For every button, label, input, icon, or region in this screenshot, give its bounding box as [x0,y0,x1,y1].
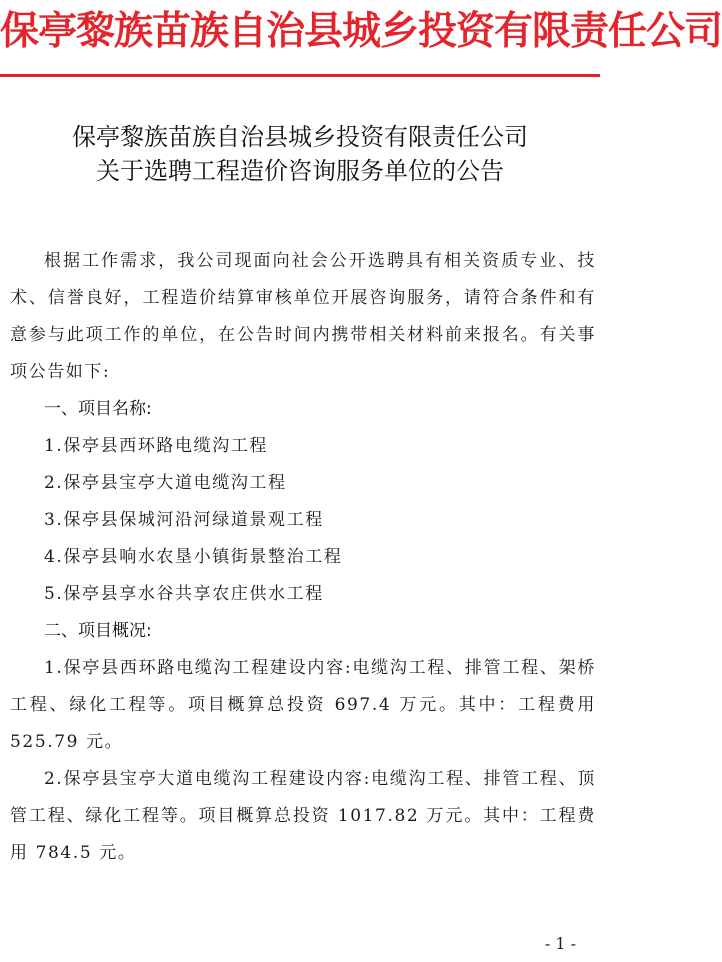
project-name-item: 5.保亭县享水谷共享农庄供水工程 [44,584,324,604]
intro-paragraph: 根据工作需求，我公司现面向社会公开选聘具有相关资质专业、技术、信誉良好，工程造价结算审核单位开展咨询服务，请符合条件和有意参与此项工作的单位，在公告时间内携带相关材料前来报名。有关事项公告如下: [10,251,596,382]
letterhead-red-rule [0,74,600,77]
project-name-item: 2.保亭县宝亭大道电缆沟工程 [44,473,287,493]
section-2-heading: 二、项目概况: [44,621,152,641]
section-1-heading: 一、项目名称: [44,399,152,419]
document-body [10,243,596,872]
project-overview-paragraph: 2.保亭县宝亭大道电缆沟工程建设内容:电缆沟工程、排管工程、顶管工程、绿化工程等。项目概算总投资 1017.82 万元。其中：工程费用 784.5 元。 [10,769,596,863]
project-overview-paragraph: 1.保亭县西环路电缆沟工程建设内容:电缆沟工程、排管工程、架桥工程、绿化工程等。项目概算总投资 697.4 万元。其中：工程费用 525.79 元。 [10,658,596,752]
page-number: - 1 - [544,934,576,953]
project-name-item: 1.保亭县西环路电缆沟工程 [44,436,269,456]
document-title-line-2: 关于选聘工程造价咨询服务单位的公告 [96,157,504,185]
project-name-item: 4.保亭县响水农垦小镇街景整治工程 [44,547,343,567]
letterhead-org-name: 保亭黎族苗族自治县城乡投资有限责任公司 [0,8,722,54]
document-title-line-1: 保亭黎族苗族自治县城乡投资有限责任公司 [72,123,528,151]
project-name-item: 3.保亭县保城河沿河绿道景观工程 [44,510,324,530]
document-title [0,120,600,188]
